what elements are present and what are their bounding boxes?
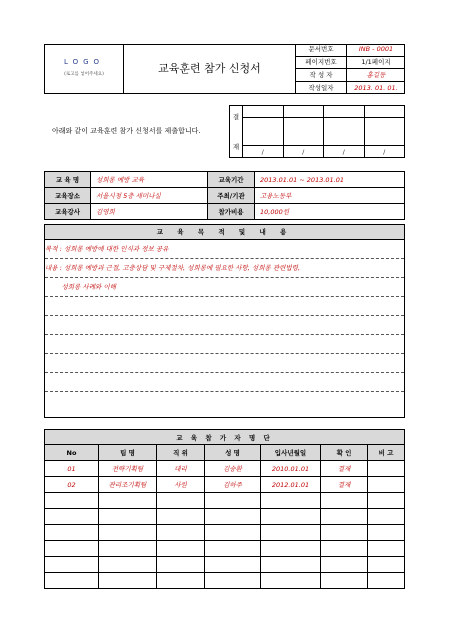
participant-person-name-cell[interactable] bbox=[205, 493, 261, 509]
period-value[interactable]: 2013.01.01 ~ 2013.01.01 bbox=[255, 172, 405, 188]
participant-team-name-cell[interactable]: 전략기획팀 bbox=[99, 461, 157, 477]
content-line[interactable] bbox=[45, 335, 404, 354]
column-header: 성 명 bbox=[205, 445, 261, 461]
participant-row-no-cell[interactable]: 02 bbox=[45, 477, 99, 493]
participant-person-name-cell[interactable] bbox=[205, 557, 261, 573]
participant-remarks-cell[interactable] bbox=[368, 541, 405, 557]
participant-remarks-cell[interactable] bbox=[368, 557, 405, 573]
host-label: 주최/기관 bbox=[208, 188, 255, 204]
participant-remarks-cell[interactable] bbox=[368, 509, 405, 525]
participant-position-cell[interactable] bbox=[157, 509, 205, 525]
participant-confirmation-cell[interactable] bbox=[321, 493, 368, 509]
participant-join-date-cell[interactable]: 2010.01.01 bbox=[261, 461, 321, 477]
course-name-label: 교 육 명 bbox=[45, 172, 91, 188]
participant-position-cell[interactable]: 대리 bbox=[157, 461, 205, 477]
meta-label: 작성일자 bbox=[296, 82, 347, 94]
meta-value: 홍길동 bbox=[347, 69, 406, 82]
approval-date-cell[interactable]: / bbox=[324, 146, 365, 158]
place-value[interactable]: 서울시청 5층 세미나실 bbox=[91, 188, 208, 204]
participant-team-name-cell[interactable] bbox=[99, 573, 157, 589]
participant-position-cell[interactable]: 사원 bbox=[157, 477, 205, 493]
column-header: 직 위 bbox=[157, 445, 205, 461]
column-header: 확 인 bbox=[321, 445, 368, 461]
participant-row bbox=[45, 525, 405, 541]
course-info-table bbox=[44, 171, 405, 220]
participants-rows bbox=[45, 461, 405, 589]
logo-placeholder-note: (로고를 넣어주세요) bbox=[64, 72, 104, 77]
participant-confirmation-cell[interactable] bbox=[321, 509, 368, 525]
participant-row-no-cell[interactable] bbox=[45, 493, 99, 509]
content-line[interactable] bbox=[45, 316, 404, 335]
participant-row bbox=[45, 557, 405, 573]
purpose-content-section bbox=[44, 224, 405, 418]
content-line[interactable]: 내용 : 성희롱 예방과 근절, 고충상담 및 구제절차, 성희롱에 필요한 사항, 성희롱 관련법령, bbox=[45, 259, 404, 278]
form-title: 교육훈련 참가 신청서 bbox=[158, 62, 261, 75]
participants-heading: 교 육 참 가 자 명 단 bbox=[45, 430, 405, 445]
participant-position-cell[interactable] bbox=[157, 493, 205, 509]
fee-value[interactable]: 10,000원 bbox=[255, 204, 405, 220]
participants-table bbox=[44, 429, 405, 589]
meta-value: 1/1페이지 bbox=[347, 56, 406, 69]
approval-box bbox=[229, 105, 405, 158]
approval-title-cell[interactable] bbox=[243, 106, 284, 118]
participant-confirmation-cell[interactable] bbox=[321, 541, 368, 557]
participant-position-cell[interactable] bbox=[157, 541, 205, 557]
approval-sign-cell[interactable] bbox=[324, 118, 365, 146]
content-line[interactable] bbox=[45, 354, 404, 373]
participant-join-date-cell[interactable] bbox=[261, 557, 321, 573]
participant-position-cell[interactable] bbox=[157, 573, 205, 589]
participant-row-no-cell[interactable]: 01 bbox=[45, 461, 99, 477]
column-header: No bbox=[45, 445, 99, 461]
participant-remarks-cell[interactable] bbox=[368, 461, 405, 477]
approval-label-bottom: 재 bbox=[232, 142, 240, 151]
course-name-value[interactable]: 성희롱 예방 교육 bbox=[91, 172, 208, 188]
participant-row-no-cell[interactable] bbox=[45, 525, 99, 541]
participant-join-date-cell[interactable] bbox=[261, 525, 321, 541]
instructor-value[interactable]: 김영희 bbox=[91, 204, 208, 220]
approval-title-cell[interactable] bbox=[283, 106, 324, 118]
column-header: 비 고 bbox=[368, 445, 405, 461]
participant-person-name-cell[interactable] bbox=[205, 509, 261, 525]
place-label: 교육장소 bbox=[45, 188, 91, 204]
approval-label bbox=[230, 106, 243, 158]
participant-join-date-cell[interactable] bbox=[261, 493, 321, 509]
participant-person-name-cell[interactable]: 김승환 bbox=[205, 461, 261, 477]
instructor-label: 교육강사 bbox=[45, 204, 91, 220]
logo: LOGO bbox=[63, 58, 105, 66]
approval-date-cell[interactable]: / bbox=[283, 146, 324, 158]
column-header: 입사년월일 bbox=[261, 445, 321, 461]
participant-team-name-cell[interactable] bbox=[99, 509, 157, 525]
meta-value: INB - 0001 bbox=[347, 44, 406, 56]
participant-join-date-cell[interactable] bbox=[261, 541, 321, 557]
participant-remarks-cell[interactable] bbox=[368, 573, 405, 589]
participant-person-name-cell[interactable] bbox=[205, 573, 261, 589]
approval-sign-cell[interactable] bbox=[243, 118, 284, 146]
participant-row bbox=[45, 461, 405, 477]
participant-remarks-cell[interactable] bbox=[368, 477, 405, 493]
content-line[interactable]: 목적 : 성희롱 예방에 대한 인식과 정보 공유 bbox=[45, 240, 404, 259]
participant-confirmation-cell[interactable]: 결재 bbox=[321, 477, 368, 493]
participant-remarks-cell[interactable] bbox=[368, 525, 405, 541]
approval-date-cell[interactable]: / bbox=[364, 146, 405, 158]
participant-row bbox=[45, 573, 405, 589]
participant-row-no-cell[interactable] bbox=[45, 509, 99, 525]
content-line[interactable]: 성희롱 사례와 이해 bbox=[45, 278, 404, 297]
participant-team-name-cell[interactable] bbox=[99, 525, 157, 541]
participant-row-no-cell[interactable] bbox=[45, 557, 99, 573]
approval-sign-cell[interactable] bbox=[364, 118, 405, 146]
submit-statement: 아래와 같이 교육훈련 참가 신청서를 제출합니다. bbox=[52, 127, 201, 135]
participant-person-name-cell[interactable]: 김하주 bbox=[205, 477, 261, 493]
approval-date-cell[interactable]: / bbox=[243, 146, 284, 158]
participant-confirmation-cell[interactable] bbox=[321, 573, 368, 589]
content-line[interactable] bbox=[45, 297, 404, 316]
meta-label: 문서번호 bbox=[296, 44, 347, 56]
meta-label: 페이지번호 bbox=[296, 56, 347, 69]
participant-confirmation-cell[interactable] bbox=[321, 525, 368, 541]
purpose-content-heading: 교 육 목 적 및 내 용 bbox=[45, 225, 404, 240]
participant-confirmation-cell[interactable]: 결재 bbox=[321, 461, 368, 477]
participant-position-cell[interactable] bbox=[157, 525, 205, 541]
participant-join-date-cell[interactable]: 2012.01.01 bbox=[261, 477, 321, 493]
participant-row bbox=[45, 509, 405, 525]
logo-box bbox=[44, 44, 124, 94]
meta-value: 2013. 01. 01. bbox=[347, 82, 406, 94]
content-line[interactable] bbox=[45, 373, 404, 392]
approval-title-cell[interactable] bbox=[364, 106, 405, 118]
participant-team-name-cell[interactable] bbox=[99, 493, 157, 509]
participant-row-no-cell[interactable] bbox=[45, 573, 99, 589]
participant-row bbox=[45, 493, 405, 509]
participant-remarks-cell[interactable] bbox=[368, 493, 405, 509]
participant-position-cell[interactable] bbox=[157, 557, 205, 573]
participant-team-name-cell[interactable]: 관리조기획팀 bbox=[99, 477, 157, 493]
period-label: 교육기간 bbox=[208, 172, 255, 188]
approval-title-cell[interactable] bbox=[324, 106, 365, 118]
approval-label-top: 결 bbox=[232, 112, 240, 121]
approval-sign-cell[interactable] bbox=[283, 118, 324, 146]
participant-row bbox=[45, 477, 405, 493]
meta-label: 작 성 자 bbox=[296, 69, 347, 82]
participant-join-date-cell[interactable] bbox=[261, 509, 321, 525]
participant-team-name-cell[interactable] bbox=[99, 541, 157, 557]
document-meta-table bbox=[295, 44, 405, 94]
participant-join-date-cell[interactable] bbox=[261, 573, 321, 589]
participant-team-name-cell[interactable] bbox=[99, 557, 157, 573]
participant-person-name-cell[interactable] bbox=[205, 525, 261, 541]
participant-row-no-cell[interactable] bbox=[45, 541, 99, 557]
host-value[interactable]: 고용노동부 bbox=[255, 188, 405, 204]
participant-row bbox=[45, 541, 405, 557]
content-line[interactable] bbox=[45, 392, 404, 411]
participants-section bbox=[44, 429, 405, 589]
fee-label: 참가비용 bbox=[208, 204, 255, 220]
participant-person-name-cell[interactable] bbox=[205, 541, 261, 557]
participant-confirmation-cell[interactable] bbox=[321, 557, 368, 573]
column-header: 팀 명 bbox=[99, 445, 157, 461]
